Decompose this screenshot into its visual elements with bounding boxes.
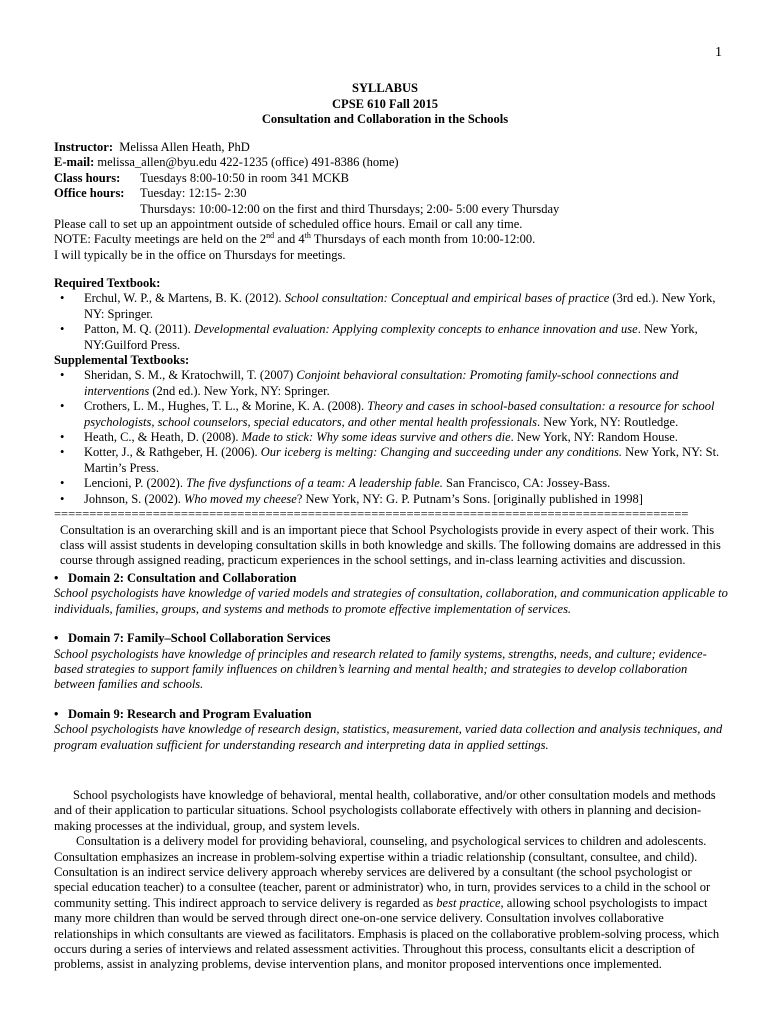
reference-item: • Johnson, S. (2002). Who moved my cheese? New York, NY: G. P. Putnam’s Sons. [originally published in 1998] bbox=[54, 492, 728, 507]
reference-item: • Erchul, W. P., & Martens, B. K. (2012). School consultation: Conceptual and empirical bases of practice (3rd ed.). New York, NY: Springer. bbox=[54, 291, 728, 322]
intro-paragraph: Consultation is an overarching skill and is an important piece that School Psychologists provide in every aspect of their work. This class will assist students in developing consultation skills in both knowledge and skills. The following domains are addressed in this course through assigned reading, practicum experiences in the school settings, and in-class learning activities and discussion. bbox=[60, 522, 721, 568]
separator-line: ========================================================================================== bbox=[54, 507, 689, 522]
body-paragraph-2: Consultation is a delivery model for providing behavioral, counseling, and psychological services to children and adolescents. Consultation emphasizes an increase in problem-solving expertise within a triadic relationship (consultant, consultee, and child). Consultation is an indirect service delivery approach whereby services are delivered by a consultant (the school psychologist or special education teacher) to a consultee (teacher, parent or administrator) who, in turn, provides services to a child in the school or community setting. This indirect approach to service delivery is regarded as best practice, allowing school psychologists to impact many more children than would be served through direct one-on-one service delivery. Consultation involves collaborative relationships in which consultants are viewed as facilitators. Emphasis is placed on the collaborative problem-solving process, which occurs during a series of interviews and related assessment activities. Throughout this process, consultants elicit a description of problems, assist in analyzing problems, devise intervention plans, and monitor proposed interventions once implemented. bbox=[54, 834, 720, 972]
title-line-course: CPSE 610 Fall 2015 bbox=[332, 96, 438, 111]
page-number: 1 bbox=[715, 45, 722, 60]
bullet-icon: • bbox=[54, 631, 59, 646]
instructor-info bbox=[54, 140, 728, 263]
email-link[interactable]: melissa_allen@byu.edu 422-1235 (office) 491-8386 (home) bbox=[97, 155, 399, 170]
required-textbook-heading: Required Textbook: bbox=[54, 276, 161, 290]
domain-title: • Domain 9: Research and Program Evaluation bbox=[54, 706, 312, 721]
syllabus-title-block bbox=[0, 81, 770, 128]
email-row: E-mail: melissa_allen@byu.edu 422-1235 (office) 491-8386 (home) bbox=[54, 155, 399, 170]
supplemental-textbook-list bbox=[54, 368, 728, 507]
domain-title: • Domain 2: Consultation and Collaboration bbox=[54, 571, 297, 585]
office-hours-row: Office hours: Tuesday: 12:15- 2:30 bbox=[54, 186, 247, 201]
title-line-name: Consultation and Collaboration in the Schools bbox=[261, 112, 509, 127]
title-line-syllabus: SYLLABUS bbox=[352, 81, 418, 95]
textbooks-section bbox=[54, 276, 728, 569]
bullet-icon: • bbox=[54, 706, 59, 721]
reference-item: • Patton, M. Q. (2011). Developmental evaluation: Applying complexity concepts to enhance innovation and use. New York, NY:Guilford Press. bbox=[54, 322, 728, 353]
domain-block bbox=[54, 631, 728, 693]
body-paragraph-1: School psychologists have knowledge of behavioral, mental health, collaborative, and/or other consultation models and methods and of their application to particular situations. School psychologists collaborate effectively with others in planning and decision-making processes at the individual, group, and system levels. bbox=[54, 788, 716, 833]
faculty-meeting-note: NOTE: Faculty meetings are held on the 2nd and 4th Thursdays of each month from 10:00-12:00. bbox=[54, 231, 536, 247]
reference-item: • Crothers, L. M., Hughes, T. L., & Morine, K. A. (2008). Theory and cases in school-based consultation: a resource for school psychologists, school counselors, special educators, and other mental health professionals. New York, NY: Routledge. bbox=[54, 399, 728, 430]
domain-block bbox=[54, 571, 728, 617]
reference-item: • Lencioni, P. (2002). The five dysfunctions of a team: A leadership fable. San Francisco, CA: Jossey-Bass. bbox=[54, 476, 728, 491]
body-text bbox=[54, 788, 728, 973]
reference-item: • Heath, C., & Heath, D. (2008). Made to stick: Why some ideas survive and others die. New York, NY: Random House. bbox=[54, 430, 728, 445]
domain-description: School psychologists have knowledge of principles and research related to family systems, strengths, needs, and culture; evidence-based strategies to support family influences on children’s learning and mental health; and strategies to develop collaboration between families and schools. bbox=[54, 646, 707, 692]
call-note: Please call to set up an appointment outside of scheduled office hours. Email or call any time. bbox=[54, 217, 523, 232]
class-hours-row: Class hours: Tuesdays 8:00-10:50 in room 341 MCKB bbox=[54, 170, 349, 185]
bullet-icon: • bbox=[54, 571, 59, 585]
reference-item: • Sheridan, S. M., & Kratochwill, T. (2007) Conjoint behavioral consultation: Promoting family-school connections and interventions (2nd ed.). New York, NY: Springer. bbox=[54, 368, 728, 399]
reference-item: • Kotter, J., & Rathgeber, H. (2006). Our iceberg is melting: Changing and succeeding under any conditions. New York, NY: St. Martin’s Press. bbox=[54, 445, 728, 476]
domain-block bbox=[54, 707, 728, 753]
required-textbook-list bbox=[54, 291, 728, 353]
domain-title: • Domain 7: Family–School Collaboration Services bbox=[54, 631, 331, 646]
domain-description: School psychologists have knowledge of varied models and strategies of consultation, collaboration, and communication applicable to individuals, families, groups, and systems and methods to promote effective implementation of services. bbox=[54, 586, 728, 616]
domain-description: School psychologists have knowledge of research design, statistics, measurement, varied data collection and analysis techniques, and program evaluation sufficient for understanding research and interpreting data in applied settings. bbox=[54, 722, 723, 752]
domains-section bbox=[54, 571, 728, 753]
supplemental-textbooks-heading: Supplemental Textbooks: bbox=[54, 353, 190, 368]
office-note: I will typically be in the office on Thursdays for meetings. bbox=[54, 247, 346, 262]
office-hours-thursday: Thursdays: 10:00-12:00 on the first and third Thursdays; 2:00- 5:00 every Thursday bbox=[140, 201, 560, 216]
instructor-row: Instructor: Melissa Allen Heath, PhD bbox=[54, 140, 250, 154]
